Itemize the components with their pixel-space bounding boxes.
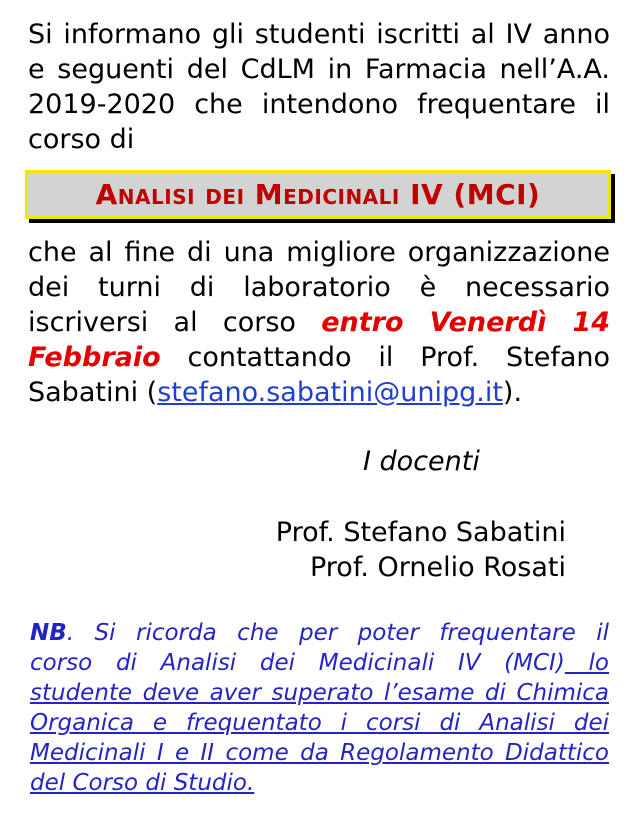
intro-line: 2019-2020 che intendono frequentare il [28, 89, 610, 120]
nb-note [30, 618, 609, 798]
deadline-highlight: entro Venerdì 14 [321, 307, 610, 338]
nb-label: NB [30, 620, 67, 646]
nb-underlined-line: del Corso di Studio. [30, 770, 255, 796]
nb-text: corso di Analisi dei Medicinali IV (MCI) [30, 650, 565, 676]
nb-line [30, 648, 609, 678]
body-paragraph [28, 235, 610, 410]
signatures [276, 515, 566, 585]
course-banner [25, 170, 611, 219]
nb-underlined-line: Organica e frequentato i corsi di Analisi dei [30, 710, 609, 736]
nb-underlined-line: studente deve aver superato l’esame di Chimica [30, 680, 609, 706]
intro-line: Si informano gli studenti iscritti al IV anno [28, 19, 610, 50]
body-line [28, 305, 610, 340]
intro-paragraph [28, 17, 610, 157]
body-line [28, 340, 610, 375]
deadline-highlight: Febbraio [28, 342, 161, 373]
intro-line: corso di [28, 124, 135, 155]
course-title: Analisi dei Medicinali IV (MCI) [95, 178, 541, 211]
signature-line: Prof. Ornelio Rosati [309, 552, 566, 583]
email-link[interactable]: stefano.sabatini@unipg.it [157, 377, 503, 408]
body-line [28, 375, 610, 410]
nb-underlined-text: lo [564, 650, 610, 676]
closing-signoff: I docenti [363, 446, 480, 477]
nb-underlined-line: Medicinali I e II come da Regolamento Didattico [30, 740, 609, 766]
body-text: iscriversi al corso [28, 307, 322, 338]
body-line: dei turni di laboratorio è necessario [28, 272, 610, 303]
body-line: che al fine di una migliore organizzazione [28, 237, 610, 268]
signature-line: Prof. Stefano Sabatini [275, 517, 566, 548]
body-text: Sabatini ( [28, 377, 158, 408]
intro-line: e seguenti del CdLM in Farmacia nell’A.A. [28, 54, 610, 85]
body-text: ). [502, 377, 523, 408]
nb-line [30, 618, 609, 648]
body-text: contattando il Prof. Stefano [160, 342, 610, 373]
nb-text: . Si ricorda che per poter frequentare il [66, 620, 609, 646]
